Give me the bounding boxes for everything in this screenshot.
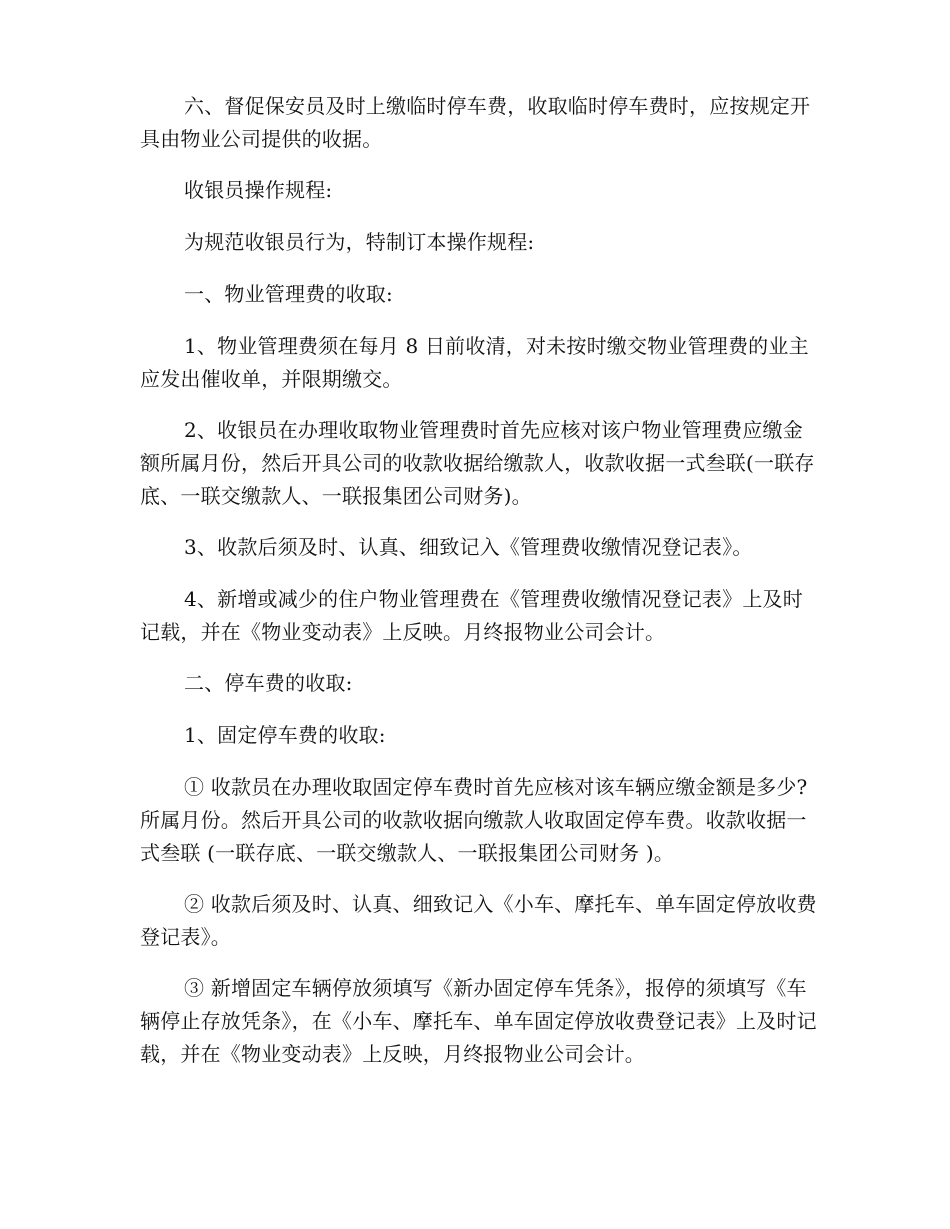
paragraph-fixed-parking-record: ② 收款后须及时、认真、细致记入《小车、摩托车、单车固定停放收费登记表》。 (140, 892, 817, 949)
paragraph-fee-deadline: 1、物业管理费须在每月 8 日前收清，对未按时缴交物业管理费的业主应发出催收单，并限期缴交。 (140, 334, 809, 391)
subheading-fixed-parking-fee: 1、固定停车费的收取: (184, 723, 386, 747)
paragraph-new-or-reduced-fees: 4、新增或减少的住户物业管理费在《管理费收缴情况登记表》上及时记载，并在《物业变动表》上反映。月终报物业公司会计。 (140, 587, 803, 644)
document-body (140, 90, 820, 1089)
paragraph-fixed-parking-check: ① 收款员在办理收取固定停车费时首先应核对该车辆应缴金额是多少?所属月份。然后开具公司的收款收据向缴款人收取固定停车费。收款收据一式叁联 (一联存底、一联交缴款人、一联报集团公司财务 )。 (140, 775, 808, 865)
paragraph-new-fixed-vehicle: ③ 新增固定车辆停放须填写《新办固定停车凭条》，报停的须填写《车辆停止存放凭条》，在《小车、摩托车、单车固定停放收费登记表》上及时记载，并在《物业变动表》上反映，月终报物业公司会计。 (140, 976, 817, 1066)
section-heading-cashier-rules: 收银员操作规程: (184, 178, 333, 202)
paragraph-purpose: 为规范收银员行为，特制订本操作规程: (184, 230, 535, 254)
paragraph-cashier-procedure: 2、收银员在办理收取物业管理费时首先应核对该户物业管理费应缴金额所属月份，然后开具公司的收款收据给缴款人，收款收据一式叁联(一联存底、一联交缴款人、一联报集团公司财务)。 (140, 418, 815, 508)
section-heading-management-fee: 一、物业管理费的收取: (184, 282, 393, 306)
paragraph-supervise-security: 六、督促保安员及时上缴临时停车费，收取临时停车费时，应按规定开具由物业公司提供的收据。 (140, 94, 811, 151)
section-heading-parking-fee: 二、停车费的收取: (184, 671, 353, 695)
paragraph-record-payment: 3、收款后须及时、认真、细致记入《管理费收缴情况登记表》。 (184, 535, 753, 559)
